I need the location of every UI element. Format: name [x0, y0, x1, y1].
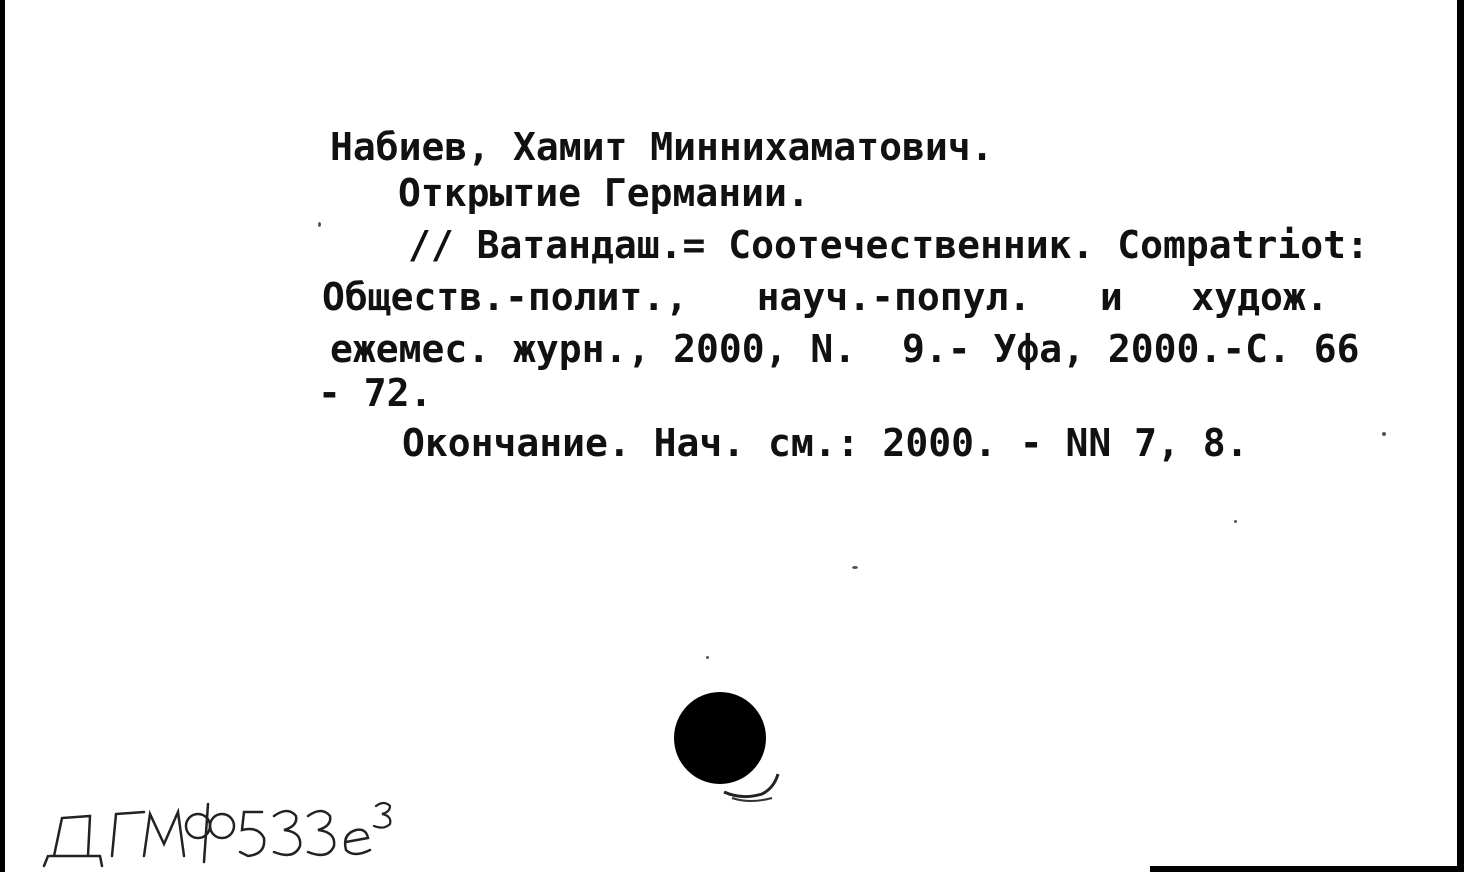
scan-speck	[1234, 520, 1237, 523]
shelf-mark-handwritten	[40, 798, 400, 868]
author-line: Набиев, Хамит Миннихаматович.	[330, 125, 994, 169]
note-line: Окончание. Нач. см.: 2000. - NN 7, 8.	[402, 421, 1249, 465]
title-line: Открытие Германии.	[398, 171, 810, 215]
source-line-2: Обществ.-полит., науч.-попул. и худож.	[322, 275, 1329, 319]
punch-hole-tear	[722, 764, 782, 804]
card-left-edge	[0, 0, 5, 872]
scan-speck	[318, 222, 321, 227]
scan-speck	[1382, 432, 1386, 436]
scan-speck	[852, 566, 858, 569]
card-bottom-edge	[1150, 866, 1464, 872]
scan-speck	[706, 656, 709, 659]
source-line-3: ежемес. журн., 2000, N. 9.- Уфа, 2000.-С. 66	[330, 327, 1360, 371]
card-right-edge	[1457, 0, 1464, 872]
source-line-1: // Ватандаш.= Соотечественник. Compatriot:	[408, 223, 1369, 267]
source-line-4: - 72.	[318, 371, 433, 415]
